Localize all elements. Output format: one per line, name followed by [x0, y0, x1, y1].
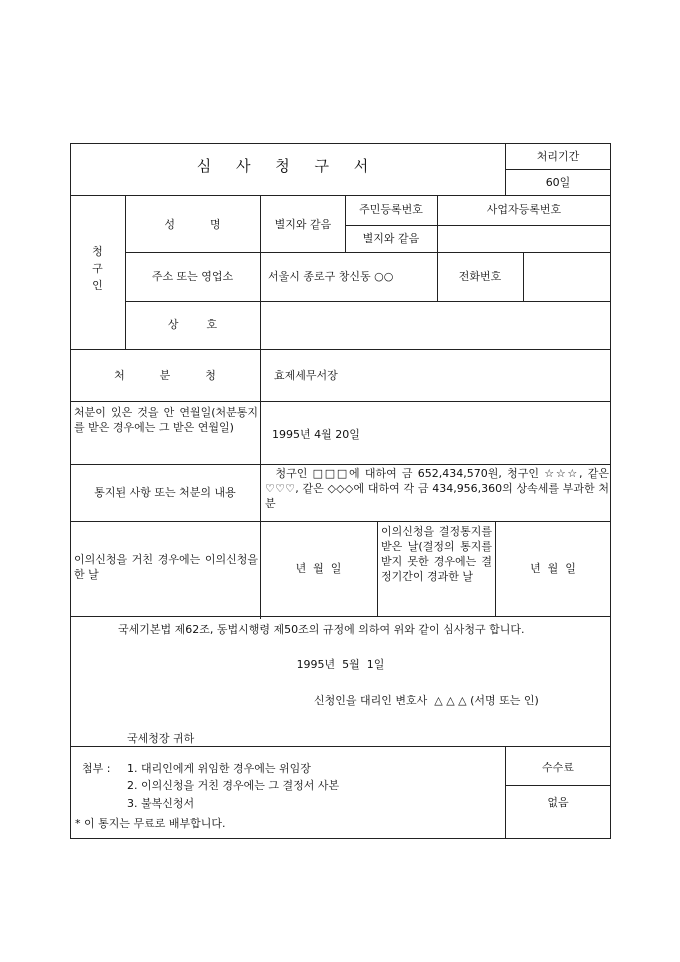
fee-label: 수수료 — [542, 761, 574, 774]
divider — [70, 195, 611, 196]
divider — [125, 252, 611, 253]
divider — [345, 225, 611, 226]
agency-label: 처 분 청 — [114, 369, 216, 382]
name-value: 별지와 같음 — [274, 218, 332, 231]
divider — [70, 349, 611, 350]
address-value: 서울시 종로구 창신동 ○○ — [268, 270, 394, 283]
divider — [70, 464, 611, 465]
divider — [70, 521, 611, 522]
divider — [70, 746, 611, 747]
processing-period-label: 처리기간 — [536, 150, 580, 163]
known-date-value: 1995년 4월 20일 — [272, 428, 360, 441]
divider — [70, 616, 611, 617]
divider — [377, 521, 378, 616]
address-label: 주소 또는 영업소 — [151, 270, 234, 283]
fee-value: 없음 — [547, 796, 569, 809]
rrn-value: 별지와 같음 — [362, 232, 420, 245]
appeal-form — [70, 143, 611, 839]
processing-period-value: 60일 — [545, 176, 571, 189]
divider — [125, 301, 611, 302]
signer-line: 신청인을 대리인 변호사 △ △ △ (서명 또는 인) — [314, 694, 539, 707]
divider — [523, 252, 524, 301]
divider — [505, 785, 611, 786]
objection-notice-value: 년 월 일 — [530, 562, 576, 575]
objection-date-value: 년 월 일 — [295, 562, 342, 575]
rrn-label: 주민등록번호 — [359, 203, 423, 216]
declaration-date: 1995년 5월 1일 — [296, 658, 385, 671]
objection-label: 이의신청을 거친 경우에는 이의신청을 한 날 — [74, 553, 258, 581]
business-number-label: 사업자등록번호 — [486, 203, 562, 216]
addressee: 국세청장 귀하 — [127, 732, 195, 745]
attachments-label: 첨부 : — [82, 762, 111, 775]
attachment-item: 1. 대리인에게 위임한 경우에는 위임장 — [127, 762, 311, 775]
declaration-text: 국세기본법 제62조, 동법시행령 제50조의 규정에 의하여 위와 같이 심사청구 합니다. — [118, 623, 525, 636]
divider — [70, 401, 611, 402]
phone-label: 전화번호 — [458, 270, 502, 283]
attachment-item: 2. 이의신청을 거친 경우에는 그 결정서 사본 — [127, 779, 340, 792]
applicant-section-label: 청 구 인 — [92, 245, 103, 292]
divider — [260, 195, 261, 619]
known-date-label: 처분이 있은 것을 안 연월일(처분통지를 받은 경우에는 그 받은 연월일) — [74, 406, 258, 434]
attachment-item: 3. 불복신청서 — [127, 797, 195, 810]
free-distribution-note: * 이 통지는 무료로 배부합니다. — [75, 817, 226, 830]
trade-name-label: 상 호 — [167, 318, 218, 331]
agency-value: 효제세무서장 — [274, 369, 338, 382]
disposition-label: 통지된 사항 또는 처분의 내용 — [94, 486, 236, 499]
form-title: 심 사 청 구 서 — [196, 157, 379, 175]
objection-notice-label: 이의신청을 결정통지를 받은 날(결정의 통지를 받지 못한 경우에는 결정기간이 경과한 날 — [381, 525, 492, 583]
name-label: 성 명 — [164, 218, 221, 231]
divider — [505, 169, 611, 170]
disposition-value: 청구인 □□□에 대하여 금 652,434,570원, 청구인 ☆☆☆, 같은 ♡♡♡, 같은 ◇◇◇에 대하여 각 금 434,956,360의 상속세를 부과한 처분 — [265, 467, 613, 510]
